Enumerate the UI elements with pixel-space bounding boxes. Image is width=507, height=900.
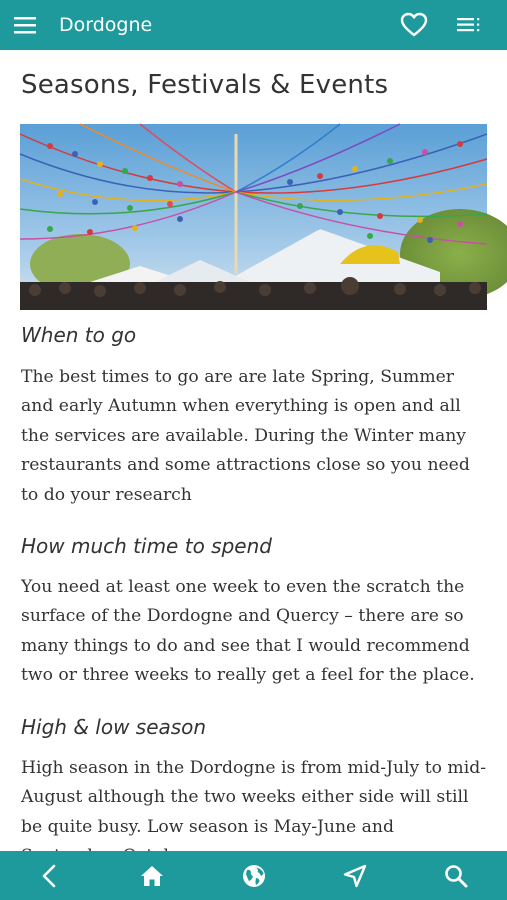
- heart-icon[interactable]: [400, 12, 428, 38]
- article-content[interactable]: [0, 50, 507, 851]
- section-body-when-to-go: The best times to go are are late Spring, Summer and early Autumn when everything is open and all the services are available. During the Winter many restaurants and some attractions close so you need to do your research: [21, 367, 470, 505]
- menu-icon[interactable]: [13, 14, 37, 36]
- table-of-contents-icon[interactable]: [456, 14, 483, 36]
- navigate-icon[interactable]: [342, 863, 368, 889]
- back-icon[interactable]: [37, 863, 63, 889]
- top-app-bar: [0, 0, 507, 50]
- home-icon[interactable]: [139, 863, 165, 889]
- page-title: Seasons, Festivals & Events: [21, 70, 389, 100]
- section-heading-time-to-spend: How much time to spend: [21, 534, 272, 558]
- globe-icon[interactable]: [241, 863, 267, 889]
- bottom-nav-bar: [0, 851, 507, 900]
- app-title: Dordogne: [59, 14, 153, 36]
- section-body-seasons: High season in the Dordogne is from mid-July to mid-August although the two weeks either side will still be quite busy. Low season is May-June and: [21, 758, 487, 837]
- section-heading-seasons: High & low season: [21, 715, 207, 739]
- search-icon[interactable]: [443, 863, 469, 889]
- festival-bunting-photo: [20, 124, 487, 310]
- section-body-time-to-spend: You need at least one week to even the scratch the surface of the Dordogne and Quercy – there are so many things to do and see that I would recommend two or three weeks to really get a feel for the place.: [21, 577, 475, 686]
- section-heading-when-to-go: When to go: [21, 323, 137, 347]
